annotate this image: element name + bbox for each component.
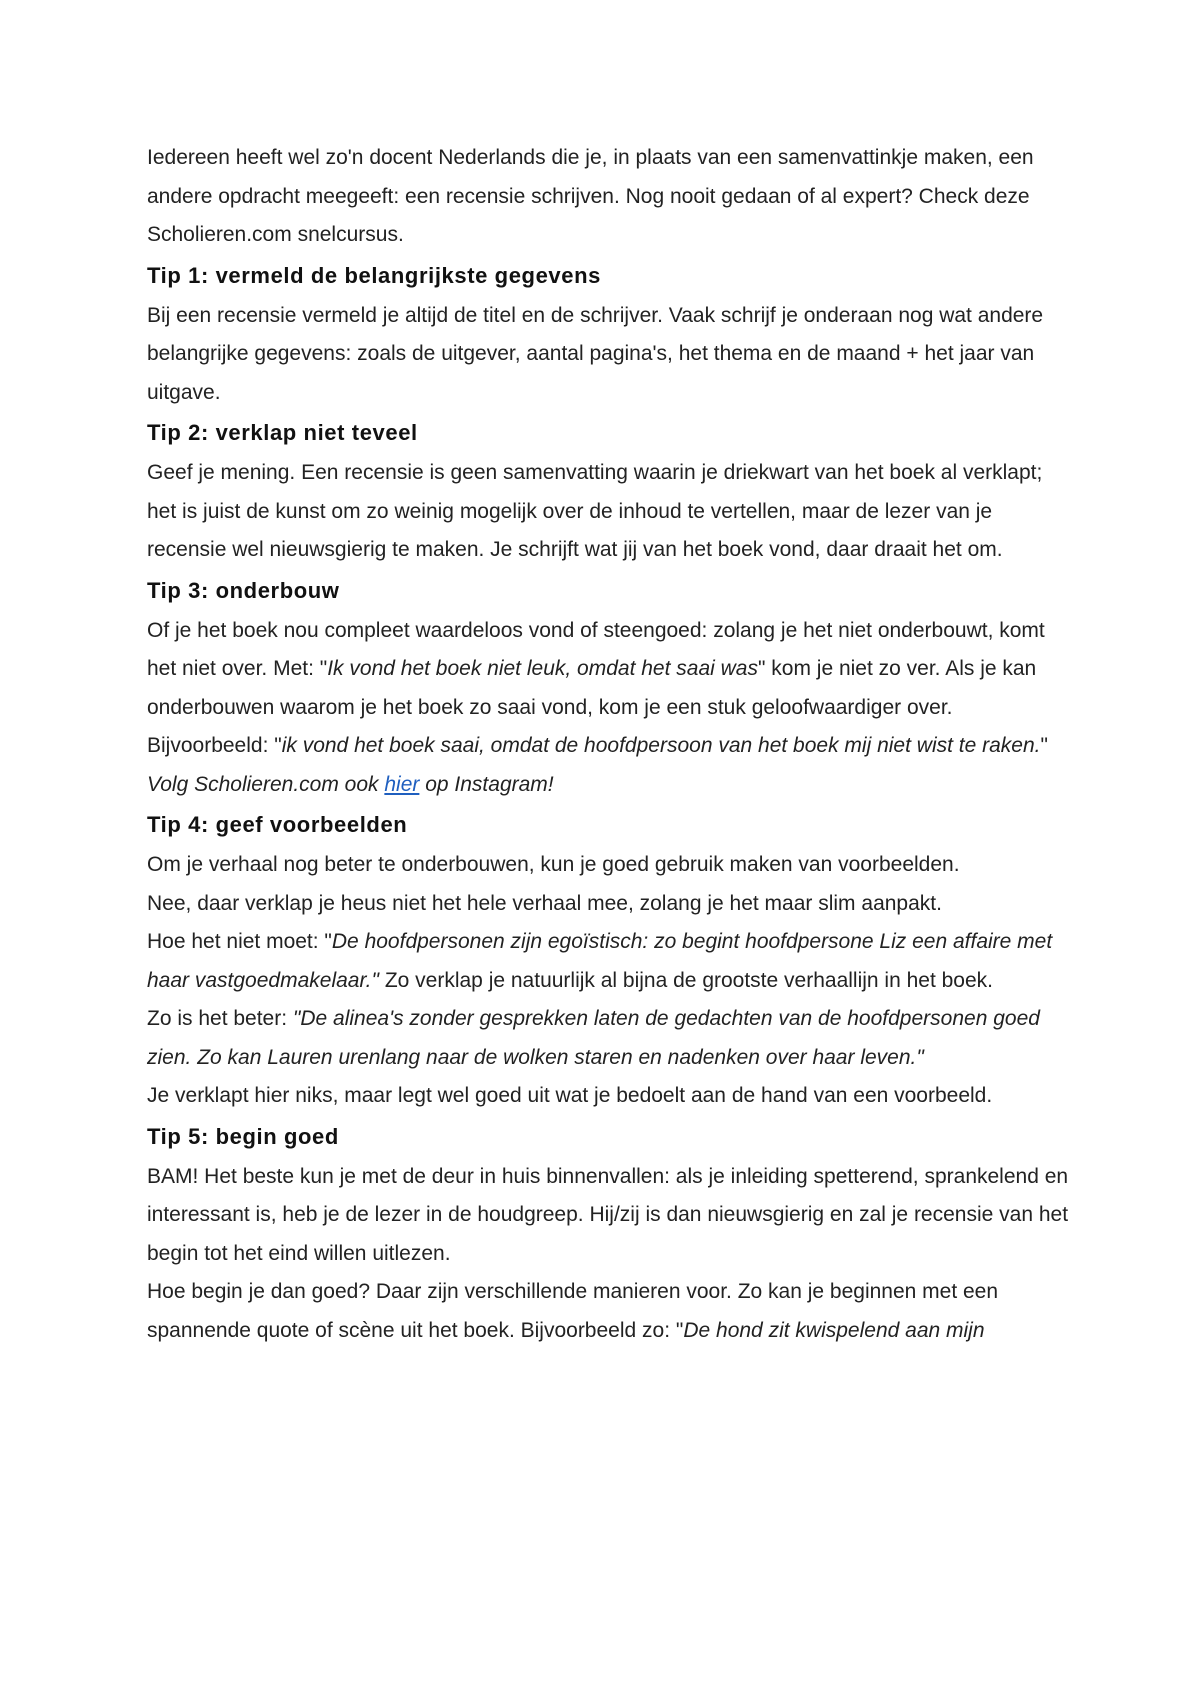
tip1-heading: Tip 1: vermeld de belangrijkste gegevens (147, 262, 601, 288)
tip2-heading: Tip 2: verklap niet teveel (147, 420, 418, 445)
tip4-right-quote: "De alinea's zonder gesprekken laten de gedachten van de hoofdpersonen goed zien. Zo kan Lauren urenlang naar de wolken staren en nadenken over haar leven." (147, 1007, 1040, 1069)
tip2-paragraph: Geef je mening. Een recensie is geen samenvatting waarin je driekwart van het boek al verklapt; het is juist de kunst om zo weinig mogelijk over de inhoud te vertellen, maar de lezer van je recensie wel nieuwsgierig te maken. Je schrijft wat jij van het boek vond, daar draait het om. (147, 461, 1043, 561)
tip4-line-2: Nee, daar verklap je heus niet het hele verhaal mee, zolang je het maar slim aanpakt. (147, 891, 942, 915)
tip3-paragraph (147, 612, 1077, 766)
tip5-heading: Tip 5: begin goed (147, 1123, 339, 1149)
tip4-heading: Tip 4: geef voorbeelden (147, 812, 408, 837)
instagram-line (147, 766, 1077, 805)
tip4-wrong-quote: De hoofdpersonen zijn egoïstisch: zo begint hoofdpersone Liz een affaire met haar vastgoedmakelaar." (147, 930, 1053, 992)
tip4-wrong-example (147, 923, 1077, 1000)
tip3-text-2: " kom je niet zo ver. Als je kan onderbouwen waarom je het boek zo saai vond, kom je een stuk geloofwaardiger over. Bijvoorbeeld: " (147, 657, 1037, 757)
tip5-paragraph: BAM! Het beste kun je met de deur in huis binnenvallen: als je inleiding spetterend, sprankelend en interessant is, heb je de lezer in de houdgreep. Hij/zij is dan nieuwsgierig en zal je recensie van het begin tot het eind willen uitlezen. (147, 1164, 1069, 1265)
tip1-paragraph: Bij een recensie vermeld je altijd de titel en de schrijver. Vaak schrijf je onderaan nog wat andere belangrijke gegevens: zoals de uitgever, aantal pagina's, het thema en de maand + het jaar van uitgave. (147, 303, 1044, 404)
tip4-right-example (147, 1000, 1077, 1077)
intro-paragraph: Iedereen heeft wel zo'n docent Nederlands die je, in plaats van een samenvattinkje maken, een andere opdracht meegeeft: een recensie schrijven. Nog nooit gedaan of al expert? Check deze Scholieren.com snelcursus. (147, 146, 1034, 246)
tip5-text: Hoe begin je dan goed? Daar zijn verschillende manieren voor. Zo kan je beginnen met een spannende quote of scène uit het boek. Bijvoorbeeld zo: " (147, 1280, 999, 1342)
instagram-text-before: Volg Scholieren.com ook (147, 772, 385, 796)
tip3-text-3: " (1040, 734, 1048, 757)
tip5-quote: De hond zit kwispelend aan mijn (683, 1318, 985, 1342)
document-page (147, 139, 1077, 1350)
tip4-line-last: Je verklapt hier niks, maar legt wel goed uit wat je bedoelt aan de hand van een voorbeeld. (147, 1084, 993, 1107)
instagram-link[interactable]: hier (384, 772, 420, 796)
tip4-wrong-intro: Hoe het niet moet: " (147, 930, 332, 953)
tip4-wrong-after: Zo verklap je natuurlijk al bijna de grootste verhaallijn in het boek. (378, 968, 993, 992)
tip3-text-1: Of je het boek nou compleet waardeloos vond of steengoed: zolang je het niet onderbouwt, komt het niet over. Met: " (147, 618, 1045, 680)
tip4-right-intro: Zo is het beter: (147, 1007, 293, 1030)
tip4-line-1: Om je verhaal nog beter te onderbouwen, kun je goed gebruik maken van voorbeelden. (147, 853, 960, 876)
tip3-heading: Tip 3: onderbouw (147, 577, 340, 603)
instagram-text-after: op Instagram! (419, 772, 554, 796)
tip3-quote-2: ik vond het boek saai, omdat de hoofdpersoon van het boek mij niet wist te raken. (281, 734, 1041, 757)
tip5-paragraph-2 (147, 1273, 1077, 1350)
tip3-quote-1: Ik vond het boek niet leuk, omdat het saai was (327, 657, 758, 680)
